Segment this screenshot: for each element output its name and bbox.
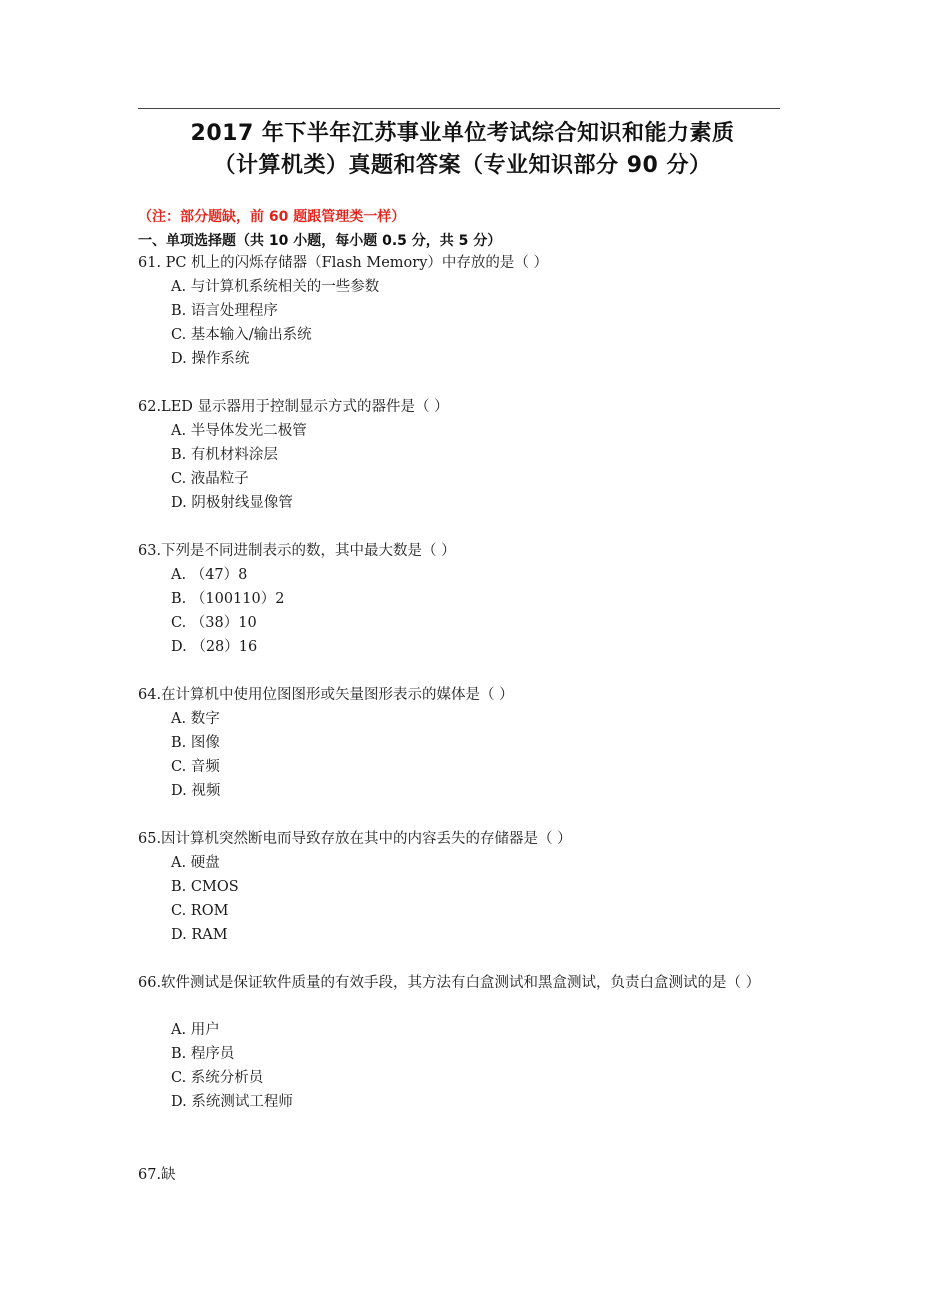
question-66-option-b: B. 程序员 bbox=[171, 1046, 235, 1062]
question-61-option-c: C. 基本输入/输出系统 bbox=[171, 327, 312, 343]
question-62-stem: 62.LED 显示器用于控制显示方式的器件是（ ） bbox=[138, 399, 449, 415]
question-67-stem: 67.缺 bbox=[138, 1167, 176, 1183]
header-rule bbox=[138, 108, 780, 109]
question-62-option-a: A. 半导体发光二极管 bbox=[171, 423, 307, 439]
question-61-option-a: A. 与计算机系统相关的一些参数 bbox=[171, 279, 380, 295]
question-63-option-d: D. （28）16 bbox=[171, 639, 258, 655]
question-65-option-c: C. ROM bbox=[171, 903, 229, 919]
missing-questions-note: （注：部分题缺，前 60 题跟管理类一样） bbox=[138, 209, 406, 225]
question-63-option-a: A. （47）8 bbox=[171, 567, 248, 583]
question-64-option-a: A. 数字 bbox=[171, 711, 220, 727]
question-65-option-d: D. RAM bbox=[171, 927, 228, 943]
question-64-option-b: B. 图像 bbox=[171, 735, 220, 751]
question-66-option-d: D. 系统测试工程师 bbox=[171, 1094, 293, 1110]
question-66-stem: 66.软件测试是保证软件质量的有效手段，其方法有白盒测试和黑盒测试，负责白盒测试的是（ ） bbox=[138, 975, 761, 991]
question-65-option-a: A. 硬盘 bbox=[171, 855, 220, 871]
section-heading: 一、单项选择题（共 10 小题，每小题 0.5 分，共 5 分） bbox=[138, 233, 502, 249]
document-title-line-2: （计算机类）真题和答案（专业知识部分 90 分） bbox=[213, 153, 712, 178]
document-title-line-1: 2017 年下半年江苏事业单位考试综合知识和能力素质 bbox=[190, 121, 735, 146]
question-65-stem: 65.因计算机突然断电而导致存放在其中的内容丢失的存储器是（ ） bbox=[138, 831, 572, 847]
question-61-option-b: B. 语言处理程序 bbox=[171, 303, 278, 319]
question-64-option-c: C. 音频 bbox=[171, 759, 220, 775]
question-65-option-b: B. CMOS bbox=[171, 879, 239, 895]
question-63-option-b: B. （100110）2 bbox=[171, 591, 285, 607]
question-62-option-d: D. 阴极射线显像管 bbox=[171, 495, 293, 511]
question-63-option-c: C. （38）10 bbox=[171, 615, 257, 631]
question-64-stem: 64.在计算机中使用位图图形或矢量图形表示的媒体是（ ） bbox=[138, 687, 514, 703]
question-63-stem: 63.下列是不同进制表示的数，其中最大数是（ ） bbox=[138, 543, 456, 559]
question-62-option-c: C. 液晶粒子 bbox=[171, 471, 249, 487]
question-61-stem: 61. PC 机上的闪烁存储器（Flash Memory）中存放的是（ ） bbox=[138, 255, 548, 271]
question-64-option-d: D. 视频 bbox=[171, 783, 221, 799]
question-66-option-c: C. 系统分析员 bbox=[171, 1070, 264, 1086]
question-62-option-b: B. 有机材料涂层 bbox=[171, 447, 278, 463]
question-61-option-d: D. 操作系统 bbox=[171, 351, 250, 367]
question-66-option-a: A. 用户 bbox=[171, 1022, 220, 1038]
